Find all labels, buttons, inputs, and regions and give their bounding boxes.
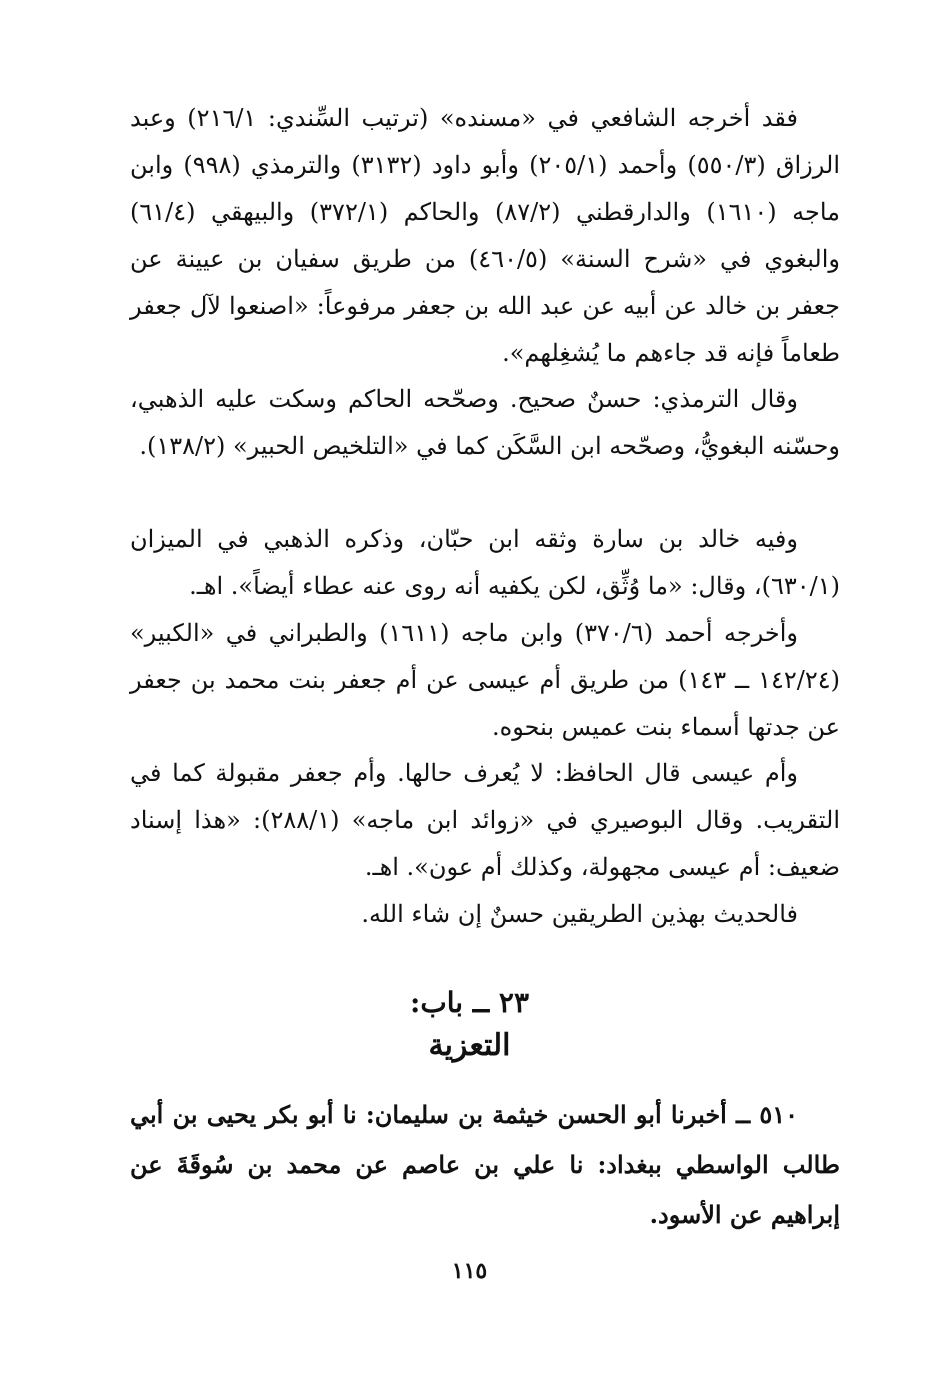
page-number: ١١٥ bbox=[451, 1258, 488, 1284]
chapter-title: التعزية bbox=[428, 1028, 511, 1063]
paragraph-conclusion: فالحديث بهذين الطريقين حسنٌ إن شاء الله. bbox=[361, 900, 798, 928]
paragraph-khalid-narrator: وفيه خالد بن سارة وثقه ابن حبّان، وذكره الذهبي في الميزان (٦٣٠/١)، وقال: «ما وُثِّق، لكن يكفيه أنه روى عنه عطاء أيضاً». اهـ. bbox=[130, 525, 840, 600]
hadith-510: ٥١٠ ــ أخبرنا أبو الحسن خيثمة بن سليمان: نا أبو بكر يحيى بن أبي طالب الواسطي ببغداد: نا علي بن عاصم عن محمد بن سُوقَةَ عن إبراهيم عن الأسود. bbox=[130, 1100, 840, 1229]
paragraph-umm-isa: وأم عيسى قال الحافظ: لا يُعرف حالها. وأم جعفر مقبولة كما في التقريب. وقال البوصيري في «زوائد ابن ماجه» (٢٨٨/١): «هذا إسناد ضعيف: أم عيسى مجهولة، وكذلك أم عون». اهـ. bbox=[130, 759, 840, 881]
chapter-number: ٢٣ ــ باب: bbox=[410, 986, 529, 1019]
paragraph-takhrij-shafii: فقد أخرجه الشافعي في «مسنده» (ترتيب السِّندي: ٢١٦/١) وعبد الرزاق (٥٥٠/٣) وأحمد (٢٠٥/١) وأبو داود (٣١٣٢) والترمذي (٩٩٨) وابن ماجه (١٦١٠) والدارقطني (٨٧/٢) والحاكم (٣٧٢/١) والبيهقي (٦١/٤) والبغوي في «شرح السنة» (٤٦٠/٥) من طريق سفيان بن عيينة عن جعفر بن خالد عن أبيه عن عبد الله بن جعفر مرفوعاً: «اصنعوا لآل جعفر طعاماً فإنه قد جاءهم ما يُشغِلهم». bbox=[130, 104, 840, 367]
paragraph-tirmidhi-grading: وقال الترمذي: حسنٌ صحيح. وصحّحه الحاكم وسكت عليه الذهبي، وحسّنه البغويُّ، وصحّحه ابن السَّكَن كما في «التلخيص الحبير» (١٣٨/٢). bbox=[130, 385, 840, 460]
paragraph-second-chain: وأخرجه أحمد (٣٧٠/٦) وابن ماجه (١٦١١) والطبراني في «الكبير» (١٤٢/٢٤ ــ ١٤٣) من طريق أم عيسى عن أم جعفر بنت محمد بن جعفر عن جدتها أسماء بنت عميس بنحوه. bbox=[130, 619, 840, 741]
